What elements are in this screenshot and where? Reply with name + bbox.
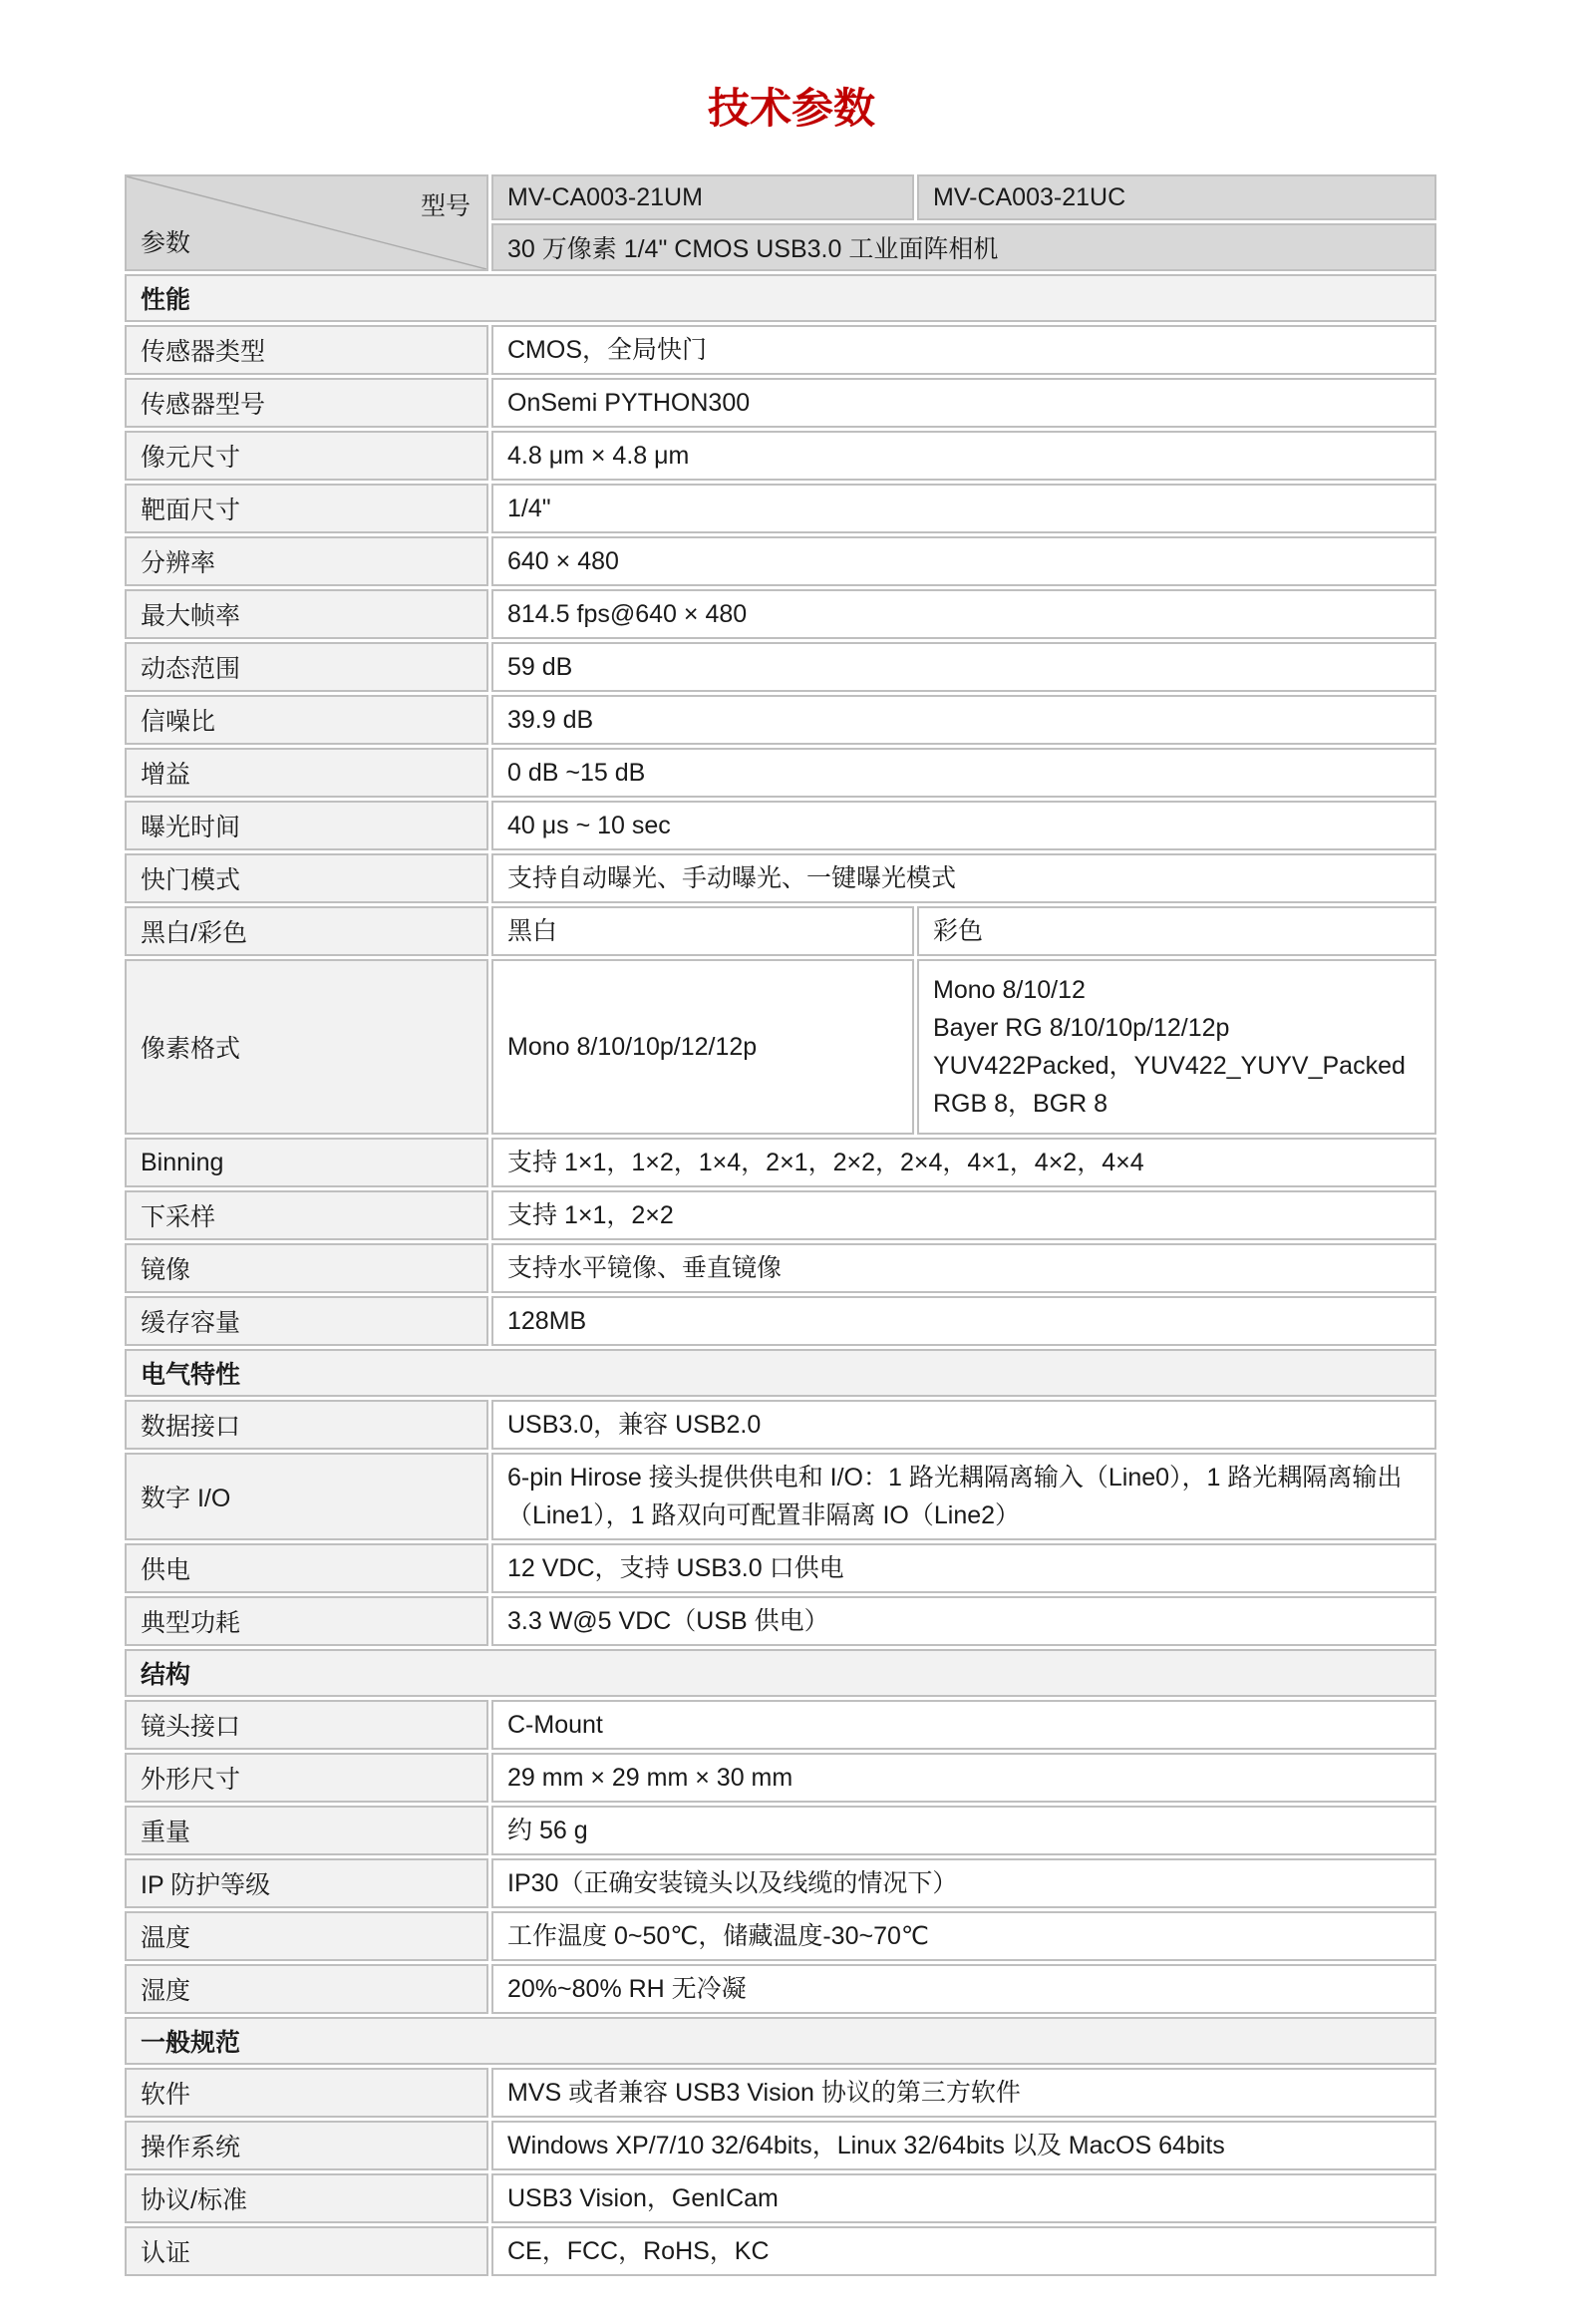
spec-label: 曝光时间 <box>125 801 488 850</box>
spec-label: 镜头接口 <box>125 1700 488 1750</box>
spec-row <box>125 1453 1436 1540</box>
spec-row <box>125 1190 1436 1240</box>
section-header-row <box>125 274 1436 322</box>
spec-label: 操作系统 <box>125 2121 488 2170</box>
spec-label: 数字 I/O <box>125 1453 488 1540</box>
spec-value: 128MB <box>491 1296 1436 1346</box>
spec-value: 29 mm × 29 mm × 30 mm <box>491 1753 1436 1803</box>
spec-label: 传感器型号 <box>125 378 488 428</box>
spec-row <box>125 1753 1436 1803</box>
spec-row <box>125 1700 1436 1750</box>
spec-row <box>125 748 1436 798</box>
spec-row <box>125 1243 1436 1293</box>
spec-value: 6-pin Hirose 接头提供供电和 I/O：1 路光耦隔离输入（Line0），1 路光耦隔离输出（Line1），1 路双向可配置非隔离 IO（Line2） <box>491 1453 1436 1540</box>
pixel-format-mono-value: Mono 8/10/10p/12/12p <box>491 959 914 1135</box>
spec-value: OnSemi PYTHON300 <box>491 378 1436 428</box>
section-header-row <box>125 1649 1436 1697</box>
spec-label: IP 防护等级 <box>125 1858 488 1908</box>
spec-value: USB3.0，兼容 USB2.0 <box>491 1400 1436 1450</box>
spec-value: 12 VDC，支持 USB3.0 口供电 <box>491 1543 1436 1593</box>
section-header-row <box>125 1349 1436 1397</box>
spec-value: USB3 Vision，GenICam <box>491 2173 1436 2223</box>
pixel-format-line: Mono 8/10/12 <box>933 976 1086 1005</box>
spec-row <box>125 431 1436 481</box>
spec-row <box>125 378 1436 428</box>
camera-description: 30 万像素 1/4" CMOS USB3.0 工业面阵相机 <box>491 223 1436 271</box>
spec-label: 湿度 <box>125 1964 488 2014</box>
corner-param-label: 参数 <box>141 229 191 258</box>
spec-row <box>125 853 1436 903</box>
spec-value: Windows XP/7/10 32/64bits，Linux 32/64bits 以及 MacOS 64bits <box>491 2121 1436 2170</box>
spec-label: 软件 <box>125 2068 488 2118</box>
spec-label: 数据接口 <box>125 1400 488 1450</box>
corner-model-label: 型号 <box>420 192 471 221</box>
spec-value: C-Mount <box>491 1700 1436 1750</box>
spec-value: 3.3 W@5 VDC（USB 供电） <box>491 1596 1436 1646</box>
model-name-mono: MV-CA003-21UM <box>491 174 914 220</box>
spec-label: 信噪比 <box>125 695 488 745</box>
spec-row <box>125 801 1436 850</box>
spec-row <box>125 1911 1436 1961</box>
spec-row <box>125 2121 1436 2170</box>
spec-label: 最大帧率 <box>125 589 488 639</box>
spec-value: 59 dB <box>491 642 1436 692</box>
spec-label: 协议/标准 <box>125 2173 488 2223</box>
spec-value: 1/4" <box>491 484 1436 533</box>
spec-table <box>122 171 1439 2279</box>
spec-label: 快门模式 <box>125 853 488 903</box>
spec-label: 像素格式 <box>125 959 488 1135</box>
spec-row <box>125 1543 1436 1593</box>
spec-label: 重量 <box>125 1806 488 1855</box>
spec-value: 支持自动曝光、手动曝光、一键曝光模式 <box>491 853 1436 903</box>
spec-label: 像元尺寸 <box>125 431 488 481</box>
pixel-format-line: Bayer RG 8/10/10p/12/12p <box>933 1014 1230 1043</box>
spec-row <box>125 1296 1436 1346</box>
spec-row <box>125 1596 1436 1646</box>
spec-value: 支持水平镜像、垂直镜像 <box>491 1243 1436 1293</box>
spec-row <box>125 906 1436 956</box>
spec-label: 增益 <box>125 748 488 798</box>
spec-value: 彩色 <box>917 906 1436 956</box>
spec-label: 镜像 <box>125 1243 488 1293</box>
spec-value: 4.8 μm × 4.8 μm <box>491 431 1436 481</box>
spec-label: 典型功耗 <box>125 1596 488 1646</box>
spec-label: 外形尺寸 <box>125 1753 488 1803</box>
section-header-row <box>125 2017 1436 2065</box>
spec-value: 0 dB ~15 dB <box>491 748 1436 798</box>
section-title: 性能 <box>125 274 1436 322</box>
spec-value: 20%~80% RH 无冷凝 <box>491 1964 1436 2014</box>
section-title: 结构 <box>125 1649 1436 1697</box>
spec-value: MVS 或者兼容 USB3 Vision 协议的第三方软件 <box>491 2068 1436 2118</box>
section-title: 电气特性 <box>125 1349 1436 1397</box>
spec-label: 供电 <box>125 1543 488 1593</box>
spec-label: 传感器类型 <box>125 325 488 375</box>
spec-row <box>125 642 1436 692</box>
spec-value: CMOS，全局快门 <box>491 325 1436 375</box>
spec-row <box>125 959 1436 1135</box>
spec-row <box>125 589 1436 639</box>
spec-row <box>125 2173 1436 2223</box>
spec-row <box>125 1806 1436 1855</box>
spec-label: 黑白/彩色 <box>125 906 488 956</box>
spec-value: CE，FCC，RoHS，KC <box>491 2226 1436 2276</box>
spec-row <box>125 325 1436 375</box>
spec-value: 640 × 480 <box>491 536 1436 586</box>
pixel-format-line: YUV422Packed，YUV422_YUYV_Packed <box>933 1052 1406 1081</box>
model-name-color: MV-CA003-21UC <box>917 174 1436 220</box>
spec-label: Binning <box>125 1138 488 1187</box>
spec-row <box>125 484 1436 533</box>
spec-value: IP30（正确安装镜头以及线缆的情况下） <box>491 1858 1436 1908</box>
spec-value: 支持 1×1，1×2，1×4，2×1，2×2，2×4，4×1，4×2，4×4 <box>491 1138 1436 1187</box>
spec-value: 支持 1×1，2×2 <box>491 1190 1436 1240</box>
spec-row <box>125 1858 1436 1908</box>
spec-row <box>125 536 1436 586</box>
section-title: 一般规范 <box>125 2017 1436 2065</box>
spec-value: 40 μs ~ 10 sec <box>491 801 1436 850</box>
spec-value: 约 56 g <box>491 1806 1436 1855</box>
spec-label: 靶面尺寸 <box>125 484 488 533</box>
spec-row <box>125 1400 1436 1450</box>
spec-label: 动态范围 <box>125 642 488 692</box>
spec-value: 39.9 dB <box>491 695 1436 745</box>
spec-label: 认证 <box>125 2226 488 2276</box>
spec-value: 黑白 <box>491 906 914 956</box>
pixel-format-line: RGB 8，BGR 8 <box>933 1090 1108 1119</box>
page-title: 技术参数 <box>707 85 875 132</box>
spec-value: 814.5 fps@640 × 480 <box>491 589 1436 639</box>
datasheet-page <box>0 86 1583 2279</box>
spec-label: 下采样 <box>125 1190 488 1240</box>
corner-cell <box>125 174 488 271</box>
spec-row <box>125 1138 1436 1187</box>
spec-value: 工作温度 0~50℃，储藏温度-30~70℃ <box>491 1911 1436 1961</box>
spec-row <box>125 695 1436 745</box>
spec-label: 分辨率 <box>125 536 488 586</box>
spec-label: 温度 <box>125 1911 488 1961</box>
spec-row <box>125 2226 1436 2276</box>
pixel-format-color-value <box>917 959 1436 1135</box>
spec-row <box>125 1964 1436 2014</box>
spec-row <box>125 2068 1436 2118</box>
model-row <box>125 174 1436 220</box>
spec-label: 缓存容量 <box>125 1296 488 1346</box>
